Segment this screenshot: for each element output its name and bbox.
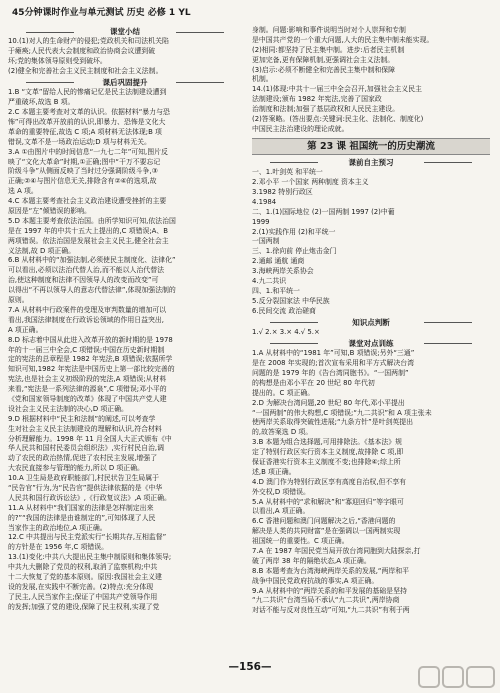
text-line: 6.C 香港问题和澳门问题解决之后,“香港问题的 xyxy=(252,517,396,526)
text-line: 6.民间交流 政治磋商 xyxy=(252,306,316,315)
lesson-title: 第 23 课 祖国统一的历史潮流 xyxy=(252,138,490,155)
text-line: 战争中国民党政府抗战的事实,A 项正确。 xyxy=(252,576,379,585)
text-line: 可以看出,必须以法治代替人治,而不能以人治代替法 xyxy=(8,266,164,275)
text-line: 提出的。C 项正确。 xyxy=(252,388,315,397)
text-line: 中国民主法治建设的理论成就。 xyxy=(252,124,349,133)
text-line: 14.(1)体现:中共十一届三中全会召开,加强社会主义民主 xyxy=(252,85,422,94)
text-line: 4.C 本题主要考查社会主义政治建设遭受挫折的主要 xyxy=(8,197,167,206)
text-line: 问题的是 1979 年的《告台湾同胞书》。“一国两制” xyxy=(252,369,409,377)
text-line: 3.海峡两岸关系协会 xyxy=(252,267,314,276)
text-line: 8.B 本题考查为台湾海峡两岸关系的发展,“两岸和平 xyxy=(252,566,410,575)
text-line: 使两岸关系取得突破性进展;“九条方针”是叶剑英提出 xyxy=(252,418,414,427)
text-line: 的?”“我国的法律是由谁制定的”,可知体现了人民 xyxy=(8,513,156,522)
text-line: 7.A 在 1987 年国民党当局开放台湾同胞到大陆探亲,打 xyxy=(252,547,421,556)
section-heading: 课前自主预习 xyxy=(252,157,490,168)
text-line: 5.A 从材料中的“求和解决”和“寡迎回归”等字眼可 xyxy=(252,497,404,506)
text-line: 1999 xyxy=(252,217,270,226)
text-line: 革命的重要特征,故选 C 项;A 项材料无法体现;B 项 xyxy=(8,127,162,136)
text-line: 中共九大删除了党员的权利,取消了监察机构;中共 xyxy=(8,563,158,572)
text-line: 2.C 本题主要考查对文革的认识。依据材料“暴力与恐 xyxy=(8,108,170,117)
text-line: (2)答案略。(答出要点:关键词:民主化、法制化、制度化) xyxy=(252,115,424,124)
text-line: 的发挥;加强了党的建设,保障了民主权利,实现了党 xyxy=(8,602,160,611)
text-line: 华人民共和国村民委员会组织法》,实行村民自治,调 xyxy=(8,444,164,453)
text-line: 严重破坏,故选 B 项。 xyxy=(8,98,75,107)
text-line: 原则。 xyxy=(8,296,29,305)
text-line: 3.A ①由图片中的时间信息“一九七二年”可知,图片反 xyxy=(8,147,168,156)
text-line: 十二大恢复了党的基本原则。原因:我国社会主义建 xyxy=(8,572,162,581)
text-line: 怖”可得出改革开放前的认识,即暴力、恐怖是文化大 xyxy=(8,118,166,127)
text-line: 了民主,人民当家作主;保证了中国共产党领导作用 xyxy=(8,592,158,601)
page-header: 45分钟课时作业与单元测试 历史 必修 1 YL xyxy=(12,8,191,18)
text-line: 以看出,A 项正确。 xyxy=(252,507,310,516)
text-line: 四、1.和平统一 xyxy=(252,286,300,295)
right-column xyxy=(252,26,490,646)
text-line: 人民共和国行政诉讼法》,《行政复议法》,A 项正确。 xyxy=(8,493,171,502)
text-line: 机制。 xyxy=(252,75,273,84)
left-column xyxy=(8,26,242,646)
text-line: 一国两制 xyxy=(252,237,280,246)
text-line: 是在 2008 年实现的;首次宣布采用和平方式解决台湾 xyxy=(252,359,415,368)
text-line: “民告官”行为,为“民告官”提供法律依据的是《中华 xyxy=(8,483,163,492)
text-line: 的构想是由邓小平在 20 世纪 80 年代初 xyxy=(252,378,375,387)
text-line: 二、1.(1)国际地位 (2)一国两制 1997 (2)中葡 xyxy=(252,207,395,216)
text-line: 保证香港实行资本主义制度不变;也排除④;综上所 xyxy=(252,458,401,467)
section-heading: 知识点判断 xyxy=(252,317,490,328)
text-line: 4.九二共识 xyxy=(252,276,287,285)
text-line: 对话不能与反对良性互动”可知,“九二共识”有利于两 xyxy=(252,606,410,615)
section-heading: 课堂小结 xyxy=(8,26,242,37)
text-line: 《党和国家领导制度的改革》体现了中国共产党人建 xyxy=(8,394,167,403)
text-line: 宪法,也是社会主义初级阶段的宪法,A 项错误;从材料 xyxy=(8,375,167,384)
text-line: 生对社会主义民主法制建设的理解和认识,符合材料 xyxy=(8,424,162,433)
text-line: 治,使这种制度和法律不因领导人的改变而改变”可 xyxy=(8,276,159,285)
text-line: 以得出“不再以领导人的意志代替法律”,体现加强法制的 xyxy=(8,286,176,295)
text-line: 是中国共产党的一个重大问题,人大的民主集中制未能实现。 xyxy=(252,35,434,44)
text-line: 9.A 从材料中的“两岸关系的和平发展的基础是坚持 xyxy=(252,586,407,595)
text-line: 2.D 为解决台湾问题,20 世纪 80 年代,邓小平提出 xyxy=(252,398,405,407)
text-line: 5.反分裂国家法 中华民族 xyxy=(252,296,330,305)
text-line: A 项正确。 xyxy=(8,325,43,334)
text-line: 三、1.徐向前 停止炮击金门 xyxy=(252,247,337,256)
text-line: 原因是“左”倾错误的影响。 xyxy=(8,207,91,216)
text-line: 两项错误。依法治国是发展社会主义民主,健全社会主 xyxy=(8,236,169,245)
text-line: 9.D 根据材料中“民主和法制”的阐述,可以考查学 xyxy=(8,414,156,423)
text-line: 设的发展,在实践中不断完善。(2)特点:充分体现 xyxy=(8,582,154,591)
text-line: (2)相同:都坚持了民主集中制。进步:后者民主机制 xyxy=(252,45,405,54)
section-heading: 课后巩固提升 xyxy=(8,77,242,88)
text-line: 当家作主的政治地位,A 项正确。 xyxy=(8,523,107,532)
text-line: 10.A 卫生局是政府职能部门,村民状告卫生局属于 xyxy=(8,474,159,483)
text-line: 10.(1)对人的生命财产的侵犯;党政机关和司法机关陷 xyxy=(8,37,169,46)
text-line: (2)健全和完善社会主义民主制度和社会主义法制。 xyxy=(8,67,163,76)
text-line: 一、1.叶剑英 和平统一 xyxy=(252,168,323,177)
text-line: 错误,文革不是一场政治运动;D 项与材料无关。 xyxy=(8,137,151,146)
text-line: 的方针是在 1956 年,C 项错误。 xyxy=(8,543,109,552)
text-line: 知识可知,1982 年宪法是中国历史上第一部比较完善的 xyxy=(8,365,175,374)
text-line: 正确;②④与图片信息无关,排除含有②④的选项,故 xyxy=(8,177,157,186)
text-line: 6.B 从材料中的“加强法制,必须使民主制度化、法律化” xyxy=(8,256,176,265)
text-line: 更加完备,更有保障机制,更强调社会主义法制。 xyxy=(252,55,395,64)
text-line: 大农民直接参与管理的能力,所以 D 项正确。 xyxy=(8,464,144,473)
text-line: 5.D 本题主要考查依法治国。由所学知识可知,依法治国 xyxy=(8,216,176,225)
text-line: 治制度和法制;加强了基层政权和人民民主建设。 xyxy=(252,105,400,114)
text-line: “九二共识”台湾当局不承认“九二共识”,两岸协商 xyxy=(252,596,400,605)
text-line: 选 A 项。 xyxy=(8,187,38,196)
text-line: 1.√ 2.× 3.× 4.√ 5.× xyxy=(252,327,320,336)
text-line: 13.(1)变化:中共八大提出民主集中制原则和集体领导; xyxy=(8,553,172,562)
text-line: 7.A 从材料中行政案件的受理及审判数量的增加可以 xyxy=(8,305,167,314)
text-line: 的,故答案选 D 项。 xyxy=(252,428,313,437)
text-line: 是在 1997 年的中共十五大上提出的,C 项错误;A、B xyxy=(8,226,169,235)
text-line: 年的十一届三中全会,C 项错误;中国在历史新时期制 xyxy=(8,345,165,354)
text-line: 4.1984 xyxy=(252,197,277,206)
text-line: 定了特别行政区实行资本主义制度,故排除 C 项,即 xyxy=(252,448,404,457)
text-line: 解决是人类的共同财富”是在强调以一国两制实现 xyxy=(252,527,401,536)
text-line: 身制。问题:影响和事件说明当时对个人崇拜和专制 xyxy=(252,26,406,34)
text-line: 1.B “文革”留给人民的惨痛记忆是民主法制建设遭到 xyxy=(8,88,167,97)
text-line: 阶级斗争”从侧面反映了当时过分强调阶级斗争,③ xyxy=(8,167,158,176)
text-line: 4.D 澳门作为特别行政区享有高度自治权,但不享有 xyxy=(252,477,407,486)
text-line: 于瘫痪;人民代表大会制度和政治协商会议遭到破 xyxy=(8,47,156,56)
text-line: 述,B 项正确。 xyxy=(252,467,296,476)
text-line: 外交权,D 项错误。 xyxy=(252,487,310,496)
text-line: 12.C 中共提出与民主党派实行“长期共存,互相监督” xyxy=(8,533,167,542)
text-line: 坏;党的集体领导原则受到破坏。 xyxy=(8,57,107,66)
text-line: 来看,“宪法是一系列法律的源泉”,C 项错误;邓小平的 xyxy=(8,385,167,394)
watermark-logo xyxy=(418,664,496,690)
text-line: 映了“文化大革命”时期,①正确;图中“干万不要忘记 xyxy=(8,157,161,166)
text-line: 祖国统一的重要性。C 项正确。 xyxy=(252,537,349,546)
text-line: 2.(1)实践作用 (2)和平统一 xyxy=(252,227,336,236)
text-line: 3.B 本题为组合选择题,可用排除法。《基本法》规 xyxy=(252,438,403,447)
text-line: 2.通邮 通航 通商 xyxy=(252,257,305,266)
text-line: 定的宪法的总章程是 1982 年宪法,B 项错误;依据所学 xyxy=(8,355,173,364)
text-line: 设社会主义民主法制的决心,D 项正确。 xyxy=(8,404,128,413)
text-line: 3.1982 特别行政区 xyxy=(252,187,313,196)
text-line: 破了两岸 38 年的隔绝状态,A 项正确。 xyxy=(252,556,371,565)
text-line: 2.邓小平 一个国家 两种制度 资本主义 xyxy=(252,178,369,187)
text-line: 动了农民的政治热情,促进了农村民主发展,增强了 xyxy=(8,454,158,463)
text-line: 分析理解能力。1998 年 11 月全国人大正式颁布《中 xyxy=(8,434,172,443)
text-line: (3)启示:必须不断健全和完善民主集中制和保障 xyxy=(252,65,396,74)
text-line: 8.D 标志着中国从此进入改革开放的新时期的是 1978 xyxy=(8,335,173,344)
text-line: “一国两制”的伟大构想,C 项错误;“九二共识”和 A 项主张未 xyxy=(252,408,432,417)
section-heading: 课堂对点训练 xyxy=(252,338,490,349)
page-number: —156— xyxy=(228,661,272,673)
text-line: 11.A 从材料中“我们国家的法律是怎样制定出来 xyxy=(8,503,154,512)
text-line: 义法制,故 D 项正确。 xyxy=(8,246,76,255)
text-line: 法制建设;颁布 1982 年宪法,完善了国家政 xyxy=(252,95,382,104)
text-line: 看出,我国法律制度在行政诉讼领域的作用日益突出, xyxy=(8,315,164,324)
text-line: 1.A 从材料中的“1981 年”可知,B 项错误;另外“三通” xyxy=(252,349,415,358)
